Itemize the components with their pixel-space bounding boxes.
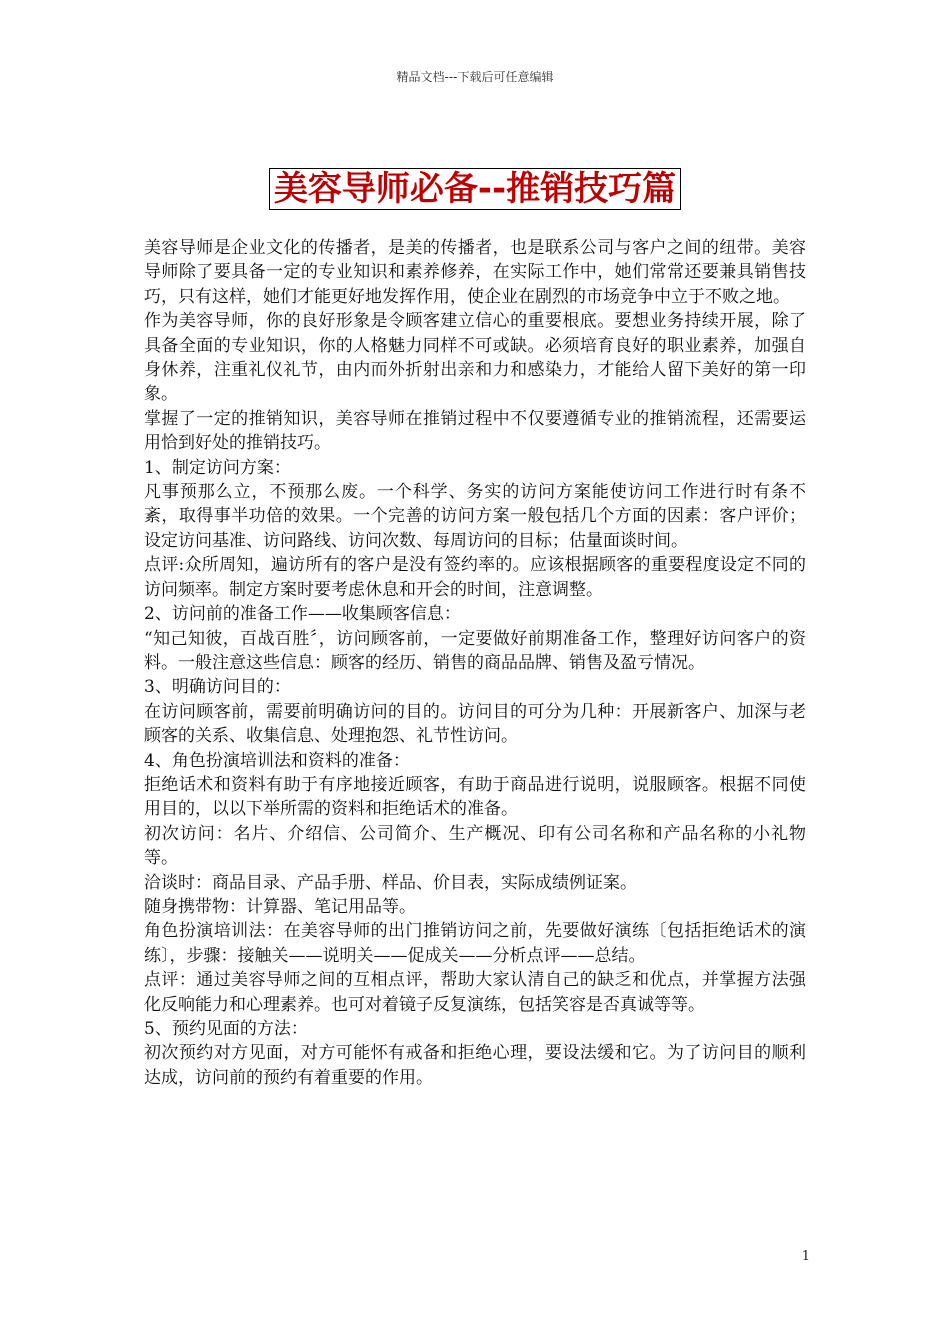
page-header: 精品文档---下载后可任意编辑 — [396, 70, 554, 84]
paragraph: 在访问顾客前，需要前明确访问的目的。访问目的可分为几种：开展新客户、加深与老顾客的关系、收集信息、处理抱怨、礼节性访问。 — [144, 701, 806, 747]
section-heading: 5、预约见面的方法： — [144, 1019, 308, 1039]
section-heading: 4、角色扮演培训法和资料的准备： — [144, 750, 410, 771]
paragraph: 随身携带物：计算器、笔记用品等。 — [144, 896, 416, 917]
paragraph: “知己知彼，百战百胜〞，访问顾客前，一定要做好前期准备工作，整理好访问客户的资料。一般注意这些信息：顾客的经历、销售的商品品牌、销售及盈亏情况。 — [144, 628, 806, 673]
paragraph: 作为美容导师，你的良好形象是令顾客建立信心的重要根底。要想业务持续开展，除了具备全面的专业知识，你的人格魅力同样不可或缺。必须培育良好的职业素养，加强自身休养，注重礼仪礼节，由内而外折射出亲和力和感染力，才能给人留下美好的第一印象。 — [144, 311, 806, 405]
paragraph: 初次访问：名片、介绍信、公司简介、生产概况、印有公司名称和产品名称的小礼物等。 — [144, 823, 806, 869]
paragraph: 角色扮演培训法：在美容导师的出门推销访问之前，先要做好演练〔包括拒绝话术的演练〕，步骤：接触关——说明关——促成关——分析点评——总结。 — [144, 921, 806, 966]
paragraph: 点评:众所周知，遍访所有的客户是没有签约率的。应该根据顾客的重要程度设定不同的访问频率。制定方案时要考虑休息和开会的时间，注意调整。 — [144, 555, 806, 600]
paragraph: 点评：通过美容导师之间的互相点评，帮助大家认清自己的缺乏和优点，并掌握方法强化反响能力和心理素养。也可对着镜子反复演练，包括笑容是否真诚等等。 — [144, 970, 806, 1015]
document-title: 美容导师必备--推销技巧篇 — [269, 168, 681, 210]
paragraph: 初次预约对方见面，对方可能怀有戒备和拒绝心理，要设法缓和它。为了访问目的顺利达成，访问前的预约有着重要的作用。 — [144, 1043, 806, 1088]
document-body — [144, 236, 806, 1090]
paragraph: 洽谈时：商品目录、产品手册、样品、价目表，实际成绩例证案。 — [144, 872, 637, 893]
title-container — [0, 168, 950, 210]
paragraph: 掌握了一定的推销知识，美容导师在推销过程中不仅要遵循专业的推销流程，还需要运用恰到好处的推销技巧。 — [144, 408, 806, 454]
section-heading: 2、访问前的准备工作——收集顾客信息： — [144, 604, 461, 625]
section-heading: 3、明确访问目的： — [144, 677, 291, 698]
paragraph: 凡事预那么立，不预那么废。一个科学、务实的访问方案能使访问工作进行时有条不紊，取得事半功倍的效果。一个完善的访问方案一般包括几个方面的因素：客户评价；设定访问基准、访问路线、访问次数、每周访问的目标；估量面谈时间。 — [144, 482, 806, 551]
section-heading: 1、制定访问方案： — [144, 457, 291, 478]
paragraph: 拒绝话术和资料有助于有序地接近顾客，有助于商品进行说明，说服顾客。根据不同使用目的，以以下举所需的资料和拒绝话术的准备。 — [144, 774, 806, 820]
paragraph: 美容导师是企业文化的传播者，是美的传播者，也是联系公司与客户之间的纽带。美容导师除了要具备一定的专业知识和素养修养，在实际工作中，她们常常还要兼具销售技巧，只有这样，她们才能更好地发挥作用，使企业在剧烈的市场竞争中立于不败之地。 — [144, 238, 806, 307]
page-number: 1 — [801, 1249, 810, 1264]
